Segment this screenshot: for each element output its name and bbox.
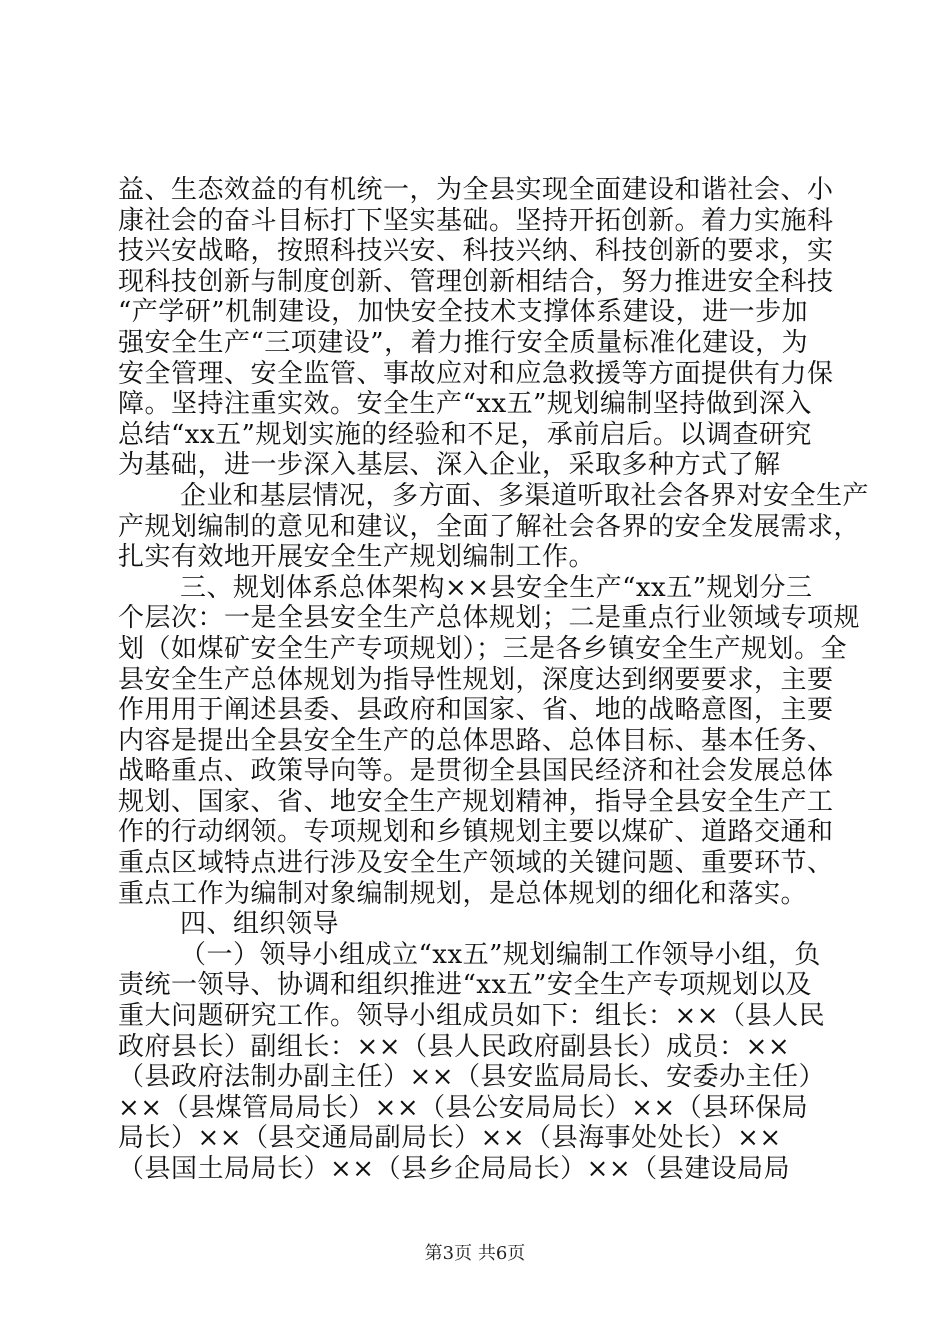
text-line: 内容是提出全县安全生产的总体思路、总体目标、基本任务、 xyxy=(118,725,834,756)
text-line: （县国土局局长）××（县乡企局局长）××（县建设局局 xyxy=(118,1154,791,1184)
text-line: 县安全生产总体规划为指导性规划，深度达到纲要要求，主要 xyxy=(118,664,834,695)
text-line: 重点区域特点进行涉及安全生产领域的关键问题、重要环节、 xyxy=(118,848,834,879)
text-line: 重大问题研究工作。领导小组成员如下：组长：××（县人民 xyxy=(118,1001,826,1032)
text-line: 产规划编制的意见和建议，全面了解社会各界的安全发展需求， xyxy=(118,511,861,542)
text-line: 障。坚持注重实效。安全生产“xx五”规划编制坚持做到深入 xyxy=(118,389,812,420)
text-line: 作的行动纲领。专项规划和乡镇规划主要以煤矿、道路交通和 xyxy=(118,817,834,848)
paragraph-start-line: 企业和基层情况，多方面、多渠道听取社会各界对安全生产 xyxy=(180,480,870,511)
text-line: “产学研”机制建设，加快安全技术支撑体系建设，进一步加 xyxy=(118,297,809,328)
text-line: 益、生态效益的有机统一，为全县实现全面建设和谐社会、小 xyxy=(118,175,834,205)
page-number-footer: 第3页 共6页 xyxy=(424,1243,526,1264)
text-line: 扎实有效地开展安全生产规划编制工作。 xyxy=(118,542,596,573)
section-heading-line: 三、规划体系总体架构××县安全生产“xx五”规划分三 xyxy=(180,572,813,603)
text-line: 技兴安战略，按照科技兴安、科技兴纳、科技创新的要求，实 xyxy=(118,236,834,267)
text-line: 重点工作为编制对象编制规划，是总体规划的细化和落实。 xyxy=(118,878,808,909)
text-line: 责统一领导、协调和组织推进“xx五”安全生产专项规划以及 xyxy=(118,970,812,1001)
text-line: 战略重点、政策导向等。是贯彻全县国民经济和社会发展总体 xyxy=(118,756,834,787)
text-line: ××（县煤管局局长）××（县公安局局长）××（县环保局 xyxy=(118,1092,809,1123)
text-line: 个层次：一是全县安全生产总体规划；二是重点行业领域专项规 xyxy=(118,603,861,634)
document-body xyxy=(118,175,870,1185)
text-line: 安全管理、安全监管、事故应对和应急救援等方面提供有力保 xyxy=(118,358,834,389)
text-line: 规划、国家、省、地安全生产规划精神，指导全县安全生产工 xyxy=(118,786,834,817)
text-line: 为基础，进一步深入基层、深入企业，采取多种方式了解 xyxy=(118,450,781,481)
text-line: （县政府法制办副主任）××（县安监局局长、安委办主任） xyxy=(118,1062,826,1093)
section-heading: 四、组织领导 xyxy=(180,909,340,940)
text-line: 作用用于阐述县委、县政府和国家、省、地的战略意图，主要 xyxy=(118,695,834,726)
text-line: 强安全生产“三项建设”，着力推行安全质量标准化建设，为 xyxy=(118,327,809,358)
text-line: 划（如煤矿安全生产专项规划）；三是各乡镇安全生产规划。全 xyxy=(118,633,848,664)
subsection-heading-line: （一）领导小组成立“xx五”规划编制工作领导小组，负 xyxy=(180,939,821,970)
text-line: 康社会的奋斗目标打下坚实基础。坚持开拓创新。着力实施科 xyxy=(118,205,834,236)
text-line: 政府县长）副组长：××（县人民政府副县长）成员：×× xyxy=(118,1031,791,1062)
text-line: 局长）××（县交通局副局长）××（县海事处处长）×× xyxy=(118,1123,782,1154)
text-line: 总结“xx五”规划实施的经验和不足，承前启后。以调查研究 xyxy=(118,419,812,450)
text-line: 现科技创新与制度创新、管理创新相结合，努力推进安全科技 xyxy=(118,266,834,297)
